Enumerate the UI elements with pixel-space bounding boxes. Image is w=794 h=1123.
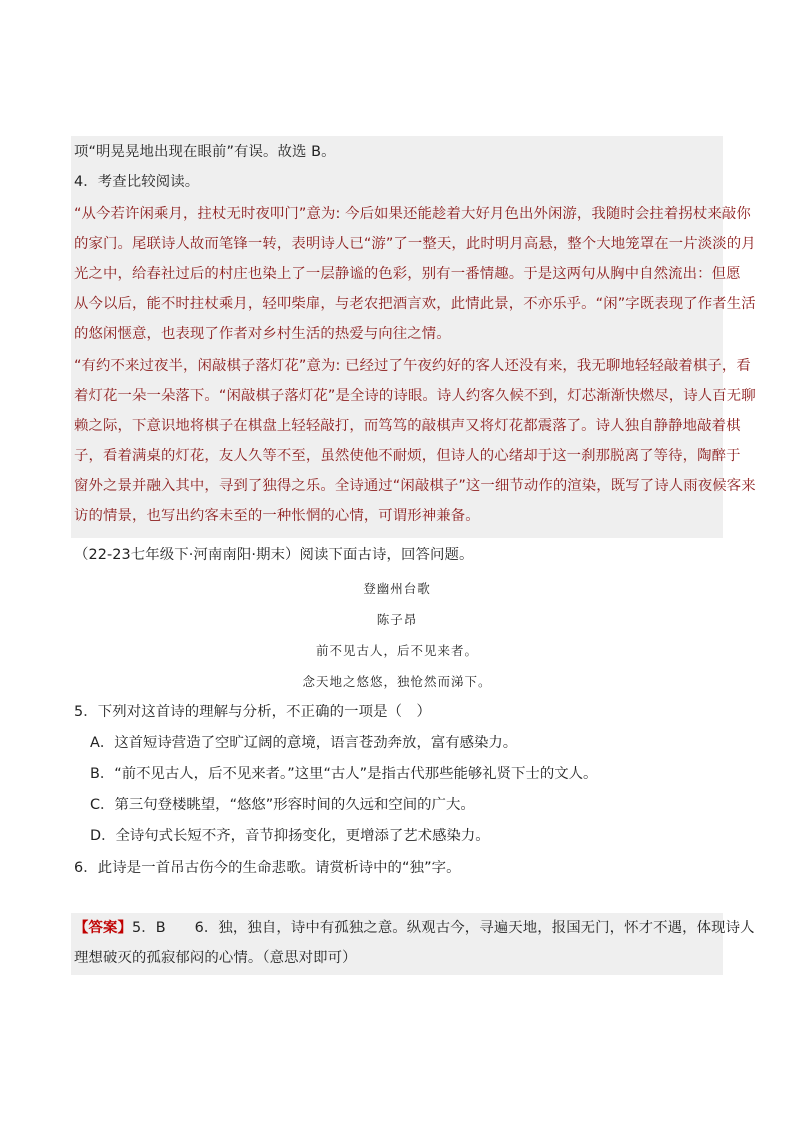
explanation-line: 项“明晃晃地出现在眼前”有误。故选 B。	[74, 144, 336, 160]
para2-line: “有约不来过夜半，闲敲棋子落灯花”意为: 已经过了午夜约好的客人还没有来，我无聊地轻轻敲着棋子，看	[74, 358, 751, 374]
para2-line: 赖之际，下意识地将棋子在棋盘上轻轻敲打，而笃笃的敲棋声又将灯花都震落了。诗人独自静静地敲着棋	[74, 418, 741, 434]
answer-tag: 【答案】	[74, 920, 132, 936]
option-a: A．这首短诗营造了空旷辽阔的意境，语言苍劲奔放，富有感染力。	[90, 735, 518, 751]
para1-line: “从今若许闲乘月，拄杖无时夜叩门”意为: 今后如果还能趁着大好月色出外闲游，我随时会拄着拐杖来敲你	[74, 206, 751, 222]
para2-line: 窗外之景并融入其中，寻到了独得之乐。全诗通过“闲敲棋子”这一细节动作的渲染，既写了诗人雨夜候客来	[74, 478, 756, 494]
poem-author: 陈子昂	[376, 612, 418, 627]
answer-text: 5．B 6．独，独自，诗中有孤独之意。纵观古今，寻遍天地，报国无门，怀才不遇，体现诗人	[131, 920, 755, 936]
answer-line	[74, 918, 755, 938]
option-d: D．全诗句式长短不齐，音节抑扬变化，更增添了艺术感染力。	[90, 828, 490, 844]
para2-line: 着灯花一朵一朵落下。“闲敲棋子落灯花”是全诗的诗眼。诗人约客久候不到，灯芯渐渐快燃尽，诗人百无聊	[74, 388, 756, 404]
answer-line-2: 理想破灭的孤寂郁闷的心情。（意思对即可）	[74, 950, 357, 966]
question-intro: （22-23七年级下·河南南阳·期末）阅读下面古诗，回答问题。	[74, 547, 474, 563]
para2-line: 子，看着满桌的灯花，友人久等不至，虽然使他不耐烦，但诗人的心绪却于这一刹那脱离了等待，陶醉于	[74, 448, 741, 464]
question-6: 6．此诗是一首吊古伤今的生命悲歌。请赏析诗中的“独”字。	[74, 860, 461, 876]
option-b: B．“前不见古人，后不见来者。”这里“古人”是指古代那些能够礼贤下士的文人。	[90, 766, 598, 782]
para1-line: 光之中，给春社过后的村庄也染上了一层静谧的色彩，别有一番情趣。于是这两句从胸中自然流出：但愿	[74, 266, 741, 282]
q4-heading: 4．考查比较阅读。	[74, 174, 200, 190]
para1-line: 从今以后，能不时拄杖乘月，轻叩柴扉，与老农把酒言欢，此情此景，不亦乐乎。“闲”字既表现了作者生活	[74, 296, 756, 312]
poem-line: 念天地之悠悠，独怆然而涕下。	[302, 674, 492, 689]
poem-title: 登幽州台歌	[363, 581, 431, 596]
poem-line: 前不见古人，后不见来者。	[315, 643, 478, 658]
para2-line: 访的情景，也写出约客未至的一种怅惘的心情，可谓形神兼备。	[74, 508, 480, 524]
question-5: 5．下列对这首诗的理解与分析，不正确的一项是（ ）	[74, 704, 432, 720]
para1-line: 的家门。尾联诗人故而笔锋一转，表明诗人已“游”了一整天，此时明月高悬，整个大地笼罩在一片淡淡的月	[74, 236, 756, 252]
option-c: C．第三句登楼眺望，“悠悠”形容时间的久远和空间的广大。	[90, 797, 475, 813]
para1-line: 的悠闲惬意，也表现了作者对乡村生活的热爱与向往之情。	[74, 326, 451, 342]
